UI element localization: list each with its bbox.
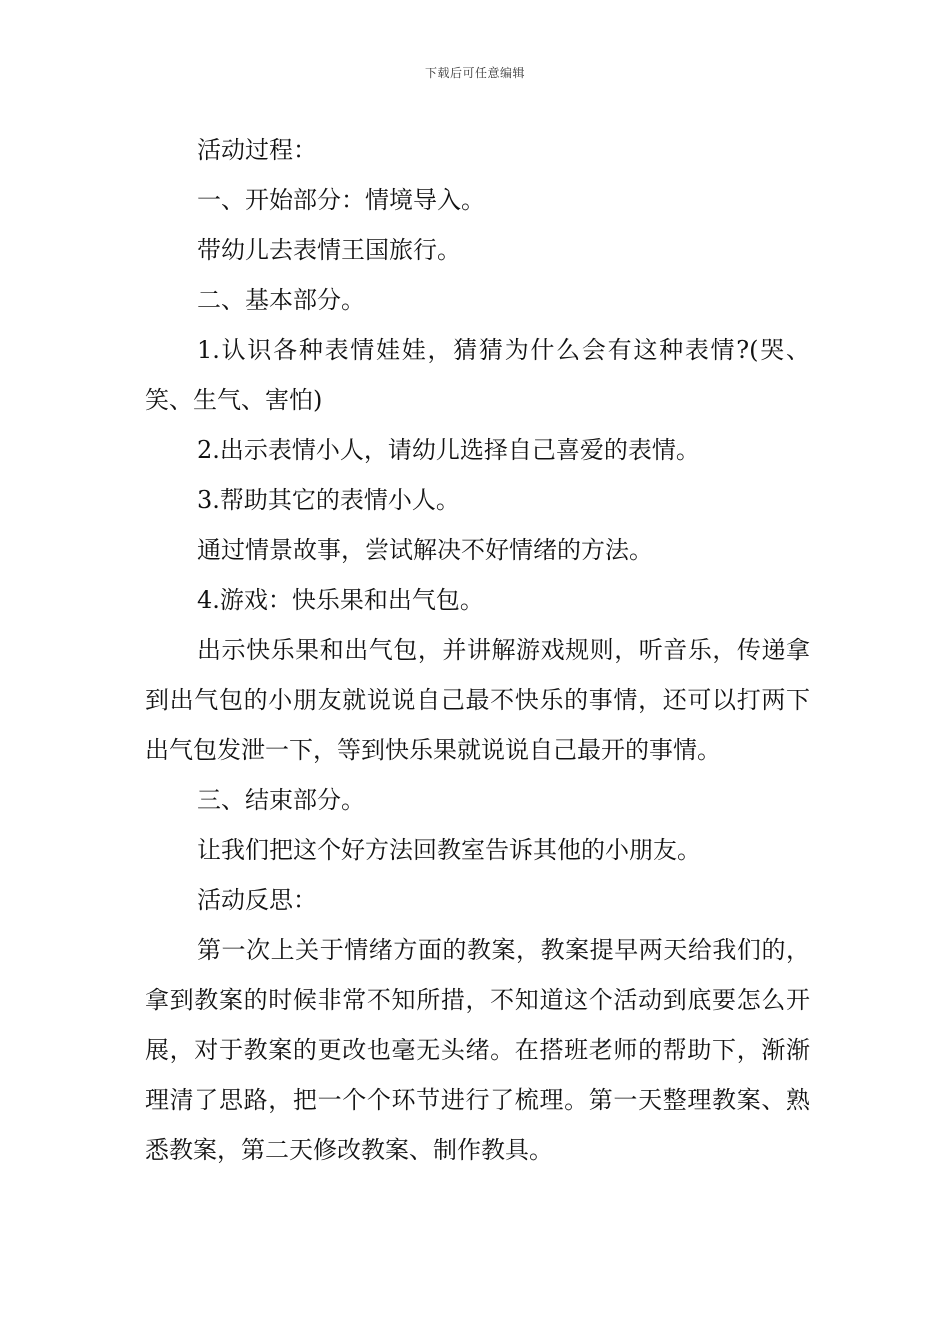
paragraph-closing: 让我们把这个好方法回教室告诉其他的小朋友。 [197, 836, 701, 864]
document-body [145, 125, 810, 1175]
paragraph-story: 通过情景故事，尝试解决不好情绪的方法。 [197, 536, 653, 564]
paragraph-step-1: 1.认识各种表情娃娃，猜猜为什么会有这种表情?(哭、笑、生气、害怕) [145, 336, 810, 414]
paragraph-part-two: 二、基本部分。 [197, 286, 365, 314]
paragraph-step-2: 2.出示表情小人，请幼儿选择自己喜爱的表情。 [197, 436, 700, 464]
paragraph-reflection-body: 第一次上关于情绪方面的教案，教案提早两天给我们的，拿到教案的时候非常不知所措，不知道这个活动到底要怎么开展，对于教案的更改也毫无头绪。在搭班老师的帮助下，渐渐理清了思路，把一个个环节进行了梳理。第一天整理教案、熟悉教案，第二天修改教案、制作教具。 [145, 936, 810, 1164]
paragraph-activity-process: 活动过程： [197, 136, 317, 164]
paragraph-game-rules: 出示快乐果和出气包，并讲解游戏规则，听音乐，传递拿到出气包的小朋友就说说自己最不快乐的事情，还可以打两下出气包发泄一下，等到快乐果就说说自己最开的事情。 [145, 636, 810, 764]
paragraph-step-4: 4.游戏：快乐果和出气包。 [197, 586, 484, 614]
paragraph-part-one: 一、开始部分：情境导入。 [197, 186, 485, 214]
paragraph-reflection-title: 活动反思： [197, 886, 317, 914]
page-header-note: 下载后可任意编辑 [424, 66, 525, 80]
paragraph-part-three: 三、结束部分。 [197, 786, 365, 814]
paragraph-step-3: 3.帮助其它的表情小人。 [197, 486, 460, 514]
paragraph-travel: 带幼儿去表情王国旅行。 [197, 236, 461, 264]
